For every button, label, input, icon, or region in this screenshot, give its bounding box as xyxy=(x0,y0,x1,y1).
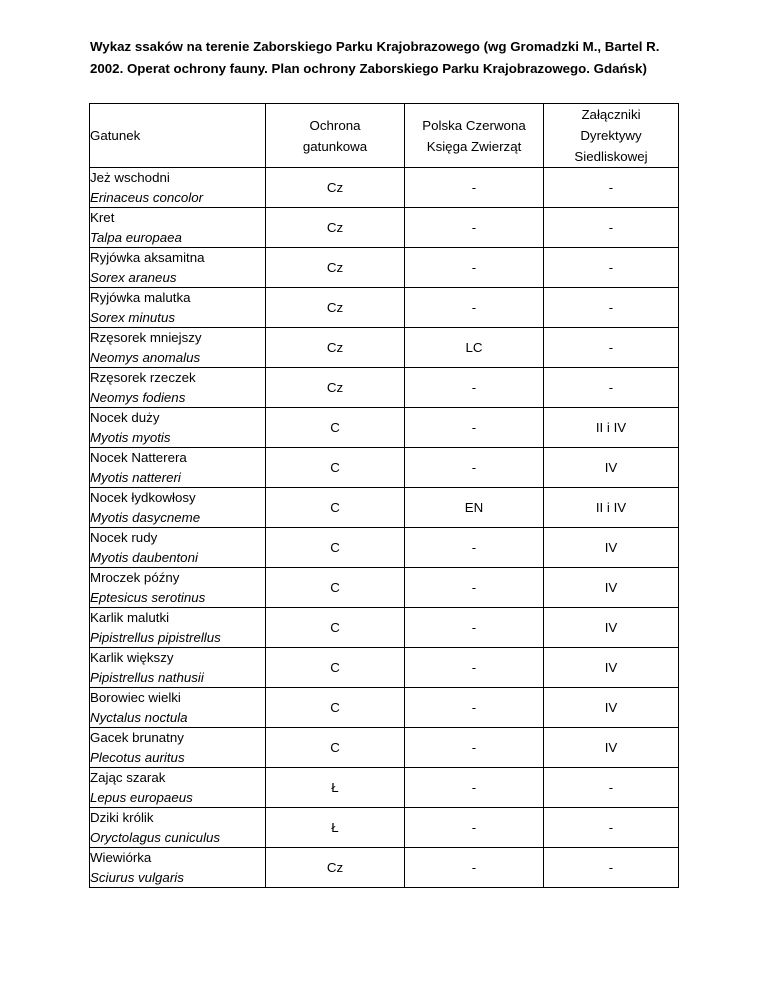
species-cell xyxy=(90,208,266,248)
header-annexes-line3: Siedliskowej xyxy=(574,149,648,164)
red-book-cell: - xyxy=(405,288,544,328)
header-protection xyxy=(266,104,405,168)
header-red-book xyxy=(405,104,544,168)
table-row xyxy=(90,408,679,448)
species-cell xyxy=(90,768,266,808)
species-cell xyxy=(90,408,266,448)
species-latin-name: Oryctolagus cuniculus xyxy=(90,829,221,845)
protection-cell: C xyxy=(266,528,405,568)
species-cell xyxy=(90,368,266,408)
red-book-cell: - xyxy=(405,568,544,608)
red-book-cell: - xyxy=(405,368,544,408)
header-protection-line2: gatunkowa xyxy=(302,138,368,154)
header-annexes xyxy=(544,104,679,168)
annex-cell: - xyxy=(544,208,679,248)
red-book-cell: - xyxy=(405,768,544,808)
table-row xyxy=(90,728,679,768)
red-book-cell: LC xyxy=(405,328,544,368)
red-book-cell: - xyxy=(405,408,544,448)
protection-cell: C xyxy=(266,728,405,768)
red-book-cell: - xyxy=(405,608,544,648)
species-cell xyxy=(90,608,266,648)
species-common-name: Nocek duży xyxy=(90,410,160,425)
table-row xyxy=(90,648,679,688)
annex-cell: - xyxy=(544,328,679,368)
species-common-name: Gacek brunatny xyxy=(90,730,184,745)
table-row xyxy=(90,488,679,528)
species-common-name: Karlik malutki xyxy=(90,610,170,625)
protection-cell: Ł xyxy=(266,808,405,848)
table-row xyxy=(90,168,679,208)
protection-cell: C xyxy=(266,608,405,648)
species-common-name: Karlik większy xyxy=(90,650,174,665)
header-red-book-line2: Księga Zwierząt xyxy=(426,138,522,154)
species-common-name: Nocek łydkowłosy xyxy=(90,490,196,505)
red-book-cell: - xyxy=(405,448,544,488)
species-cell xyxy=(90,728,266,768)
table-row xyxy=(90,328,679,368)
species-latin-name: Nyctalus noctula xyxy=(90,709,188,725)
red-book-cell: - xyxy=(405,248,544,288)
species-cell xyxy=(90,448,266,488)
species-latin-name: Myotis nattereri xyxy=(90,469,181,485)
annex-cell: IV xyxy=(544,448,679,488)
annex-cell: - xyxy=(544,288,679,328)
protection-cell: C xyxy=(266,408,405,448)
protection-cell: C xyxy=(266,648,405,688)
protection-cell: Cz xyxy=(266,168,405,208)
table-row xyxy=(90,368,679,408)
species-common-name: Dziki królik xyxy=(90,810,154,825)
annex-cell: IV xyxy=(544,568,679,608)
species-latin-name: Sorex araneus xyxy=(90,269,177,285)
annex-cell: IV xyxy=(544,728,679,768)
protection-cell: Cz xyxy=(266,248,405,288)
species-cell xyxy=(90,528,266,568)
species-cell xyxy=(90,328,266,368)
protection-cell: Ł xyxy=(266,768,405,808)
annex-cell: II i IV xyxy=(544,488,679,528)
annex-cell: - xyxy=(544,768,679,808)
species-cell xyxy=(90,168,266,208)
species-common-name: Nocek Natterera xyxy=(90,450,187,465)
protection-cell: Cz xyxy=(266,328,405,368)
red-book-cell: - xyxy=(405,728,544,768)
species-latin-name: Myotis daubentoni xyxy=(90,549,198,565)
annex-cell: II i IV xyxy=(544,408,679,448)
species-latin-name: Eptesicus serotinus xyxy=(90,589,206,605)
species-cell xyxy=(90,488,266,528)
protection-cell: C xyxy=(266,568,405,608)
header-red-book-line1: Polska Czerwona xyxy=(422,117,526,133)
table-header-row xyxy=(90,104,679,168)
species-table xyxy=(89,103,679,888)
species-latin-name: Lepus europaeus xyxy=(90,789,193,805)
annex-cell: IV xyxy=(544,688,679,728)
table-row xyxy=(90,288,679,328)
annex-cell: IV xyxy=(544,608,679,648)
table-body xyxy=(90,168,679,888)
annex-cell: IV xyxy=(544,528,679,568)
annex-cell: - xyxy=(544,848,679,888)
species-latin-name: Erinaceus concolor xyxy=(90,189,204,205)
annex-cell: IV xyxy=(544,648,679,688)
red-book-cell: - xyxy=(405,848,544,888)
species-latin-name: Sorex minutus xyxy=(90,309,175,325)
species-latin-name: Myotis dasycneme xyxy=(90,509,201,525)
species-common-name: Ryjówka malutka xyxy=(90,290,191,305)
header-protection-line1: Ochrona xyxy=(309,117,361,133)
protection-cell: C xyxy=(266,688,405,728)
species-cell xyxy=(90,568,266,608)
protection-cell: C xyxy=(266,488,405,528)
table-row xyxy=(90,528,679,568)
species-latin-name: Talpa europaea xyxy=(90,229,182,245)
protection-cell: Cz xyxy=(266,208,405,248)
annex-cell: - xyxy=(544,368,679,408)
species-latin-name: Pipistrellus pipistrellus xyxy=(90,629,221,645)
protection-cell: Cz xyxy=(266,368,405,408)
table-row xyxy=(90,768,679,808)
species-latin-name: Plecotus auritus xyxy=(90,749,185,765)
species-cell xyxy=(90,688,266,728)
species-common-name: Wiewiórka xyxy=(90,850,152,865)
species-common-name: Ryjówka aksamitna xyxy=(90,250,205,265)
species-latin-name: Myotis myotis xyxy=(90,429,171,445)
species-common-name: Rzęsorek mniejszy xyxy=(90,330,202,345)
table-row xyxy=(90,448,679,488)
table-row xyxy=(90,208,679,248)
header-species: Gatunek xyxy=(90,104,266,168)
protection-cell: Cz xyxy=(266,848,405,888)
annex-cell: - xyxy=(544,248,679,288)
protection-cell: C xyxy=(266,448,405,488)
table-row xyxy=(90,808,679,848)
annex-cell: - xyxy=(544,808,679,848)
species-common-name: Zając szarak xyxy=(90,770,166,785)
red-book-cell: - xyxy=(405,528,544,568)
table-row xyxy=(90,688,679,728)
red-book-cell: - xyxy=(405,808,544,848)
species-cell xyxy=(90,248,266,288)
species-cell xyxy=(90,848,266,888)
species-latin-name: Neomys anomalus xyxy=(90,349,201,365)
table-row xyxy=(90,568,679,608)
species-cell xyxy=(90,648,266,688)
red-book-cell: EN xyxy=(405,488,544,528)
annex-cell: - xyxy=(544,168,679,208)
red-book-cell: - xyxy=(405,688,544,728)
species-cell xyxy=(90,288,266,328)
header-annexes-line1: Załączniki xyxy=(581,107,641,122)
species-latin-name: Neomys fodiens xyxy=(90,389,186,405)
species-common-name: Borowiec wielki xyxy=(90,690,181,705)
species-cell xyxy=(90,808,266,848)
red-book-cell: - xyxy=(405,648,544,688)
protection-cell: Cz xyxy=(266,288,405,328)
species-latin-name: Pipistrellus nathusii xyxy=(90,669,204,685)
species-common-name: Rzęsorek rzeczek xyxy=(90,370,196,385)
species-common-name: Jeż wschodni xyxy=(90,170,170,185)
table-row xyxy=(90,848,679,888)
species-common-name: Mroczek późny xyxy=(90,570,180,585)
red-book-cell: - xyxy=(405,208,544,248)
red-book-cell: - xyxy=(405,168,544,208)
document-title: Wykaz ssaków na terenie Zaborskiego Parku Krajobrazowego (wg Gromadzki M., Bartel R. 2002. Operat ochrony fauny. Plan ochrony Zaborskiego Parku Krajobrazowego. Gdańsk) xyxy=(90,39,660,76)
species-common-name: Nocek rudy xyxy=(90,530,158,545)
species-common-name: Kret xyxy=(90,210,115,225)
header-annexes-line2: Dyrektywy xyxy=(580,128,642,143)
species-latin-name: Sciurus vulgaris xyxy=(90,869,184,885)
table-row xyxy=(90,248,679,288)
table-row xyxy=(90,608,679,648)
